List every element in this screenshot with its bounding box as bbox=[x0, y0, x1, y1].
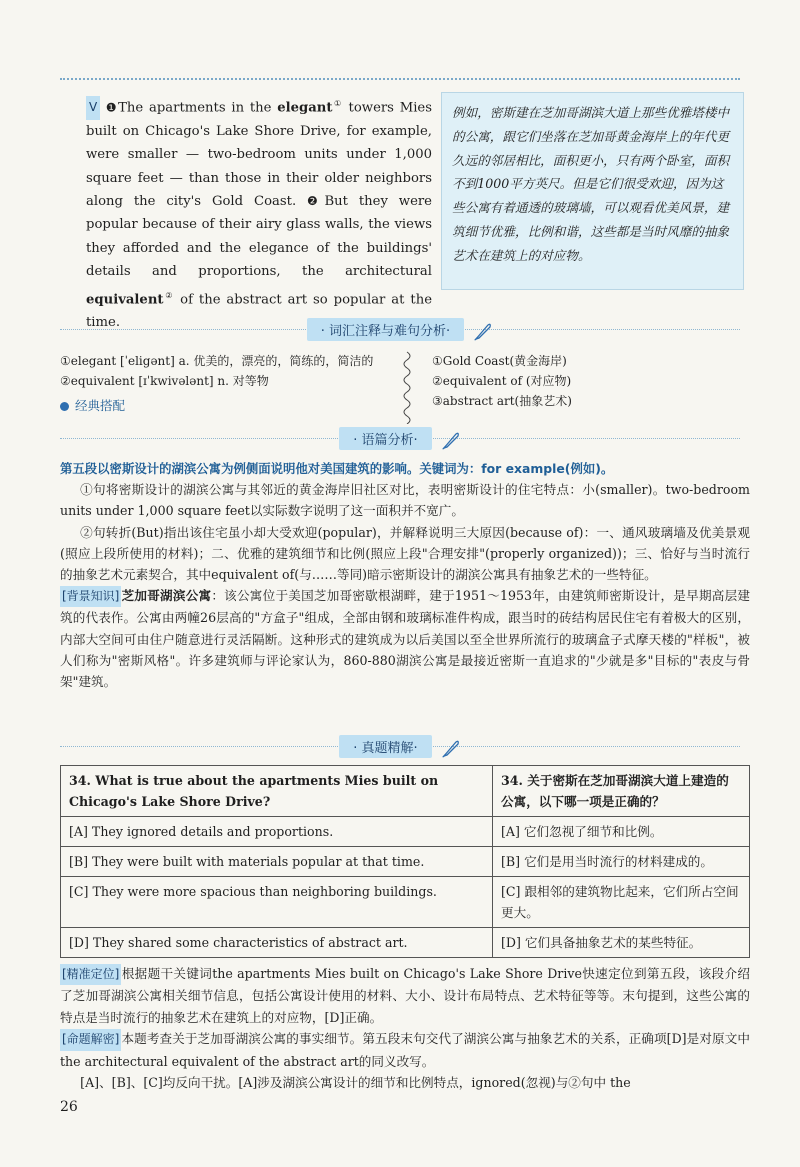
distractor-analysis: [A]、[B]、[C]均反向干扰。[A]涉及湖滨公寓设计的细节和比例特点，ignored(忽视)与②句中 the bbox=[80, 1075, 631, 1091]
analysis-lead: 第五段以密斯设计的湖滨公寓为例侧面说明他对美国建筑的影响。关键词为：for example(例如)。 bbox=[60, 461, 614, 476]
footnote-1: ① bbox=[332, 99, 343, 108]
spiral-divider-icon bbox=[400, 350, 414, 424]
sentence-1-part-b: towers Mies built on Chicago's Lake Shore Drive, for example, were smaller — two-bedroom units under 1,000 square feet — than those in their older neighbors along the city's Gold Coast. bbox=[86, 100, 432, 210]
option-d-chinese: [D] 它们具备抽象艺术的某些特征。 bbox=[493, 928, 750, 958]
vocab-note-2: ②equivalent [ɪˈkwivələnt] n. 对等物 bbox=[60, 374, 269, 388]
option-c-chinese: [C] 跟相邻的建筑物比起来，它们所占空间更大。 bbox=[493, 877, 750, 928]
sentence-2-part-b: of the abstract art so popular at the time. bbox=[86, 292, 433, 331]
paragraph-tag: V bbox=[86, 96, 100, 119]
question-table bbox=[60, 765, 750, 958]
precise-location-tag: [精准定位] bbox=[60, 964, 121, 985]
analysis-section bbox=[60, 458, 750, 692]
top-divider bbox=[60, 78, 740, 80]
option-a-english: [A] They ignored details and proportions. bbox=[61, 817, 493, 847]
option-row-b bbox=[61, 847, 750, 877]
question-row bbox=[61, 766, 750, 817]
option-row-c bbox=[61, 877, 750, 928]
vocab-word-elegant: elegant bbox=[277, 100, 333, 116]
question-stem-english: 34. What is true about the apartments Mies built on Chicago's Lake Shore Drive? bbox=[61, 766, 493, 817]
sentence-1-part-a: The apartments in the bbox=[118, 100, 278, 116]
bullet-dot-icon bbox=[60, 402, 69, 411]
precise-location-text: 根据题干关键词the apartments Mies built on Chicago's Lake Shore Drive快速定位到第五段，该段介绍了芝加哥湖滨公寓相关细节信息，包括公寓设计使用的材料、大小、设计布局特点、艺术特征等等。末句提到，这些公寓的特点是当时流行的抽象艺术在建筑上的对应物，[D]正确。 bbox=[60, 966, 750, 1025]
question-stem-chinese: 34. 关于密斯在芝加哥湖滨大道上建造的公寓，以下哪一项是正确的？ bbox=[493, 766, 750, 817]
option-a-chinese: [A] 它们忽视了细节和比例。 bbox=[493, 817, 750, 847]
quill-pen-icon bbox=[441, 430, 461, 450]
background-text: ：该公寓位于美国芝加哥密歇根湖畔，建于1951～1953年，由建筑师密斯设计，是早期高层建筑的代表作。公寓由两幢26层高的"方盒子"组成，全部由钢和玻璃标准件构成，跟当时的砖结构居民住宅有着极大的区别，内部大空间可由住户随意进行灵活隔断。这种形式的建筑成为以后美国以至全世界所流行的玻璃盒子式摩天楼的"样板"，被人们称为"密斯风格"。许多建筑师与评论家认为，860-880湖滨公寓是最接近密斯一直追求的"少就是多"目标的"表皮与骨架"建筑。 bbox=[60, 588, 750, 690]
collocation-list bbox=[432, 351, 732, 411]
collocation-3: ③abstract art(抽象艺术) bbox=[432, 394, 572, 408]
collocation-2: ②equivalent of (对应物) bbox=[432, 374, 572, 388]
analysis-header-label: · 语篇分析 · bbox=[339, 427, 431, 450]
sentence-2-number: ❷ bbox=[307, 194, 325, 209]
passage-english bbox=[86, 92, 432, 335]
translation-box: 例如，密斯建在芝加哥湖滨大道上那些优雅塔楼中的公寓，跟它们坐落在芝加哥黄金海岸上的年代更久远的邻居相比，面积更小，只有两个卧室，面积不到1000平方英尺。但是它们很受欢迎，因为这些公寓有着通透的玻璃墙，可以观看优美风景，建筑细节优雅，比例和谐，这些都是当时风靡的抽象艺术在建筑上的对应物。 bbox=[441, 92, 744, 290]
option-b-english: [B] They were built with materials popular at that time. bbox=[61, 847, 493, 877]
analysis-p2: ②句转折(But)指出该住宅虽小却大受欢迎(popular)，并解释说明三大原因(because of)：一、通风玻璃墙及优美景观(照应上段所使用的材料)；二、优雅的建筑细节和比例(照应上段"合理安排"(properly organized))；三、恰好与当时流行的抽象艺术元素契合，其中equivalent of(与……等同)暗示密斯设计的湖滨公寓具有抽象艺术的一些特征。 bbox=[60, 524, 750, 583]
vocab-header bbox=[0, 318, 800, 341]
background-knowledge bbox=[60, 585, 750, 692]
analysis-header bbox=[0, 427, 800, 450]
collocation-1: ①Gold Coast(黄金海岸) bbox=[432, 354, 567, 368]
footnote-2: ② bbox=[163, 290, 175, 300]
analysis-p1: ①句将密斯设计的湖滨公寓与其邻近的黄金海岸旧社区对比，表明密斯设计的住宅特点：小(smaller)。two-bedroom units under 1,000 square feet以实际数字说明了这一面积并不宽广。 bbox=[60, 482, 750, 519]
quill-pen-icon bbox=[441, 738, 461, 758]
option-c-english: [C] They were more spacious than neighboring buildings. bbox=[61, 877, 493, 928]
vocab-word-equivalent: equivalent bbox=[86, 292, 164, 308]
precise-location bbox=[60, 963, 750, 1028]
classic-collocation-label: 经典搭配 bbox=[60, 396, 125, 414]
explanation-section bbox=[60, 963, 750, 1093]
sentence-1-number: ❶ bbox=[104, 100, 119, 115]
vocab-note-1: ①elegant [ˈeligənt] a. 优美的，漂亮的，简练的，简洁的 bbox=[60, 354, 374, 368]
question-decode-text: 本题考查关于芝加哥湖滨公寓的事实细节。第五段末句交代了湖滨公寓与抽象艺术的关系，正确项[D]是对原文中the architectural equivalent of the abstract art的同义改写。 bbox=[60, 1031, 750, 1069]
option-b-chinese: [B] 它们是用当时流行的材料建成的。 bbox=[493, 847, 750, 877]
question-decode bbox=[60, 1028, 750, 1072]
option-row-d bbox=[61, 928, 750, 958]
vocab-notes bbox=[60, 351, 400, 391]
option-d-english: [D] They shared some characteristics of abstract art. bbox=[61, 928, 493, 958]
background-tag: [背景知识] bbox=[60, 586, 121, 607]
question-decode-tag: [命题解密] bbox=[60, 1029, 121, 1050]
background-title: 芝加哥湖滨公寓 bbox=[121, 588, 212, 604]
option-row-a bbox=[61, 817, 750, 847]
sentence-2-part-a: But they were popular because of their airy glass walls, the views they afforded and the elegance of the buildings' details and proportions, the architectural bbox=[86, 194, 432, 280]
quill-pen-icon bbox=[473, 321, 493, 341]
page-number: 26 bbox=[60, 1099, 78, 1115]
vocab-header-label: · 词汇注释与难句分析 · bbox=[307, 318, 464, 341]
questions-header-label: · 真题精解 · bbox=[339, 735, 431, 758]
questions-header bbox=[0, 735, 800, 758]
